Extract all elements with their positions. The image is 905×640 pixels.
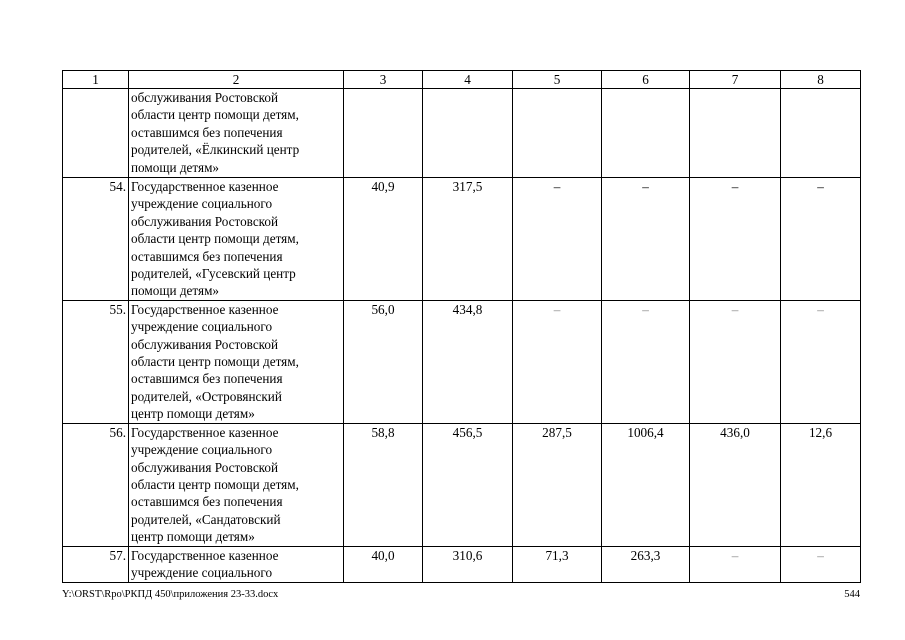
institution-name — [129, 178, 344, 301]
name-line: родителей, «Островянский — [131, 388, 282, 404]
name-line: Государственное казенное — [131, 301, 279, 317]
institution-name — [129, 300, 344, 423]
row-number: 54. — [63, 178, 129, 301]
table-row-56 — [63, 423, 861, 546]
cell-c4: 317,5 — [423, 178, 513, 301]
cell-c8: – — [781, 546, 861, 582]
cell-c8: – — [781, 178, 861, 301]
name-line: родителей, «Ёлкинский центр — [131, 142, 300, 158]
name-line: учреждение социального — [131, 196, 273, 212]
cell-c6: 1006,4 — [602, 423, 690, 546]
cell-c3: 40,0 — [344, 546, 423, 582]
col-header-2: 2 — [129, 71, 344, 89]
name-line: Государственное казенное — [131, 424, 279, 440]
name-line: родителей, «Сандатовский — [131, 511, 281, 527]
cell-c5: 71,3 — [513, 546, 602, 582]
cell-c7: – — [690, 300, 781, 423]
cell-c6: – — [602, 178, 690, 301]
cell-c6 — [602, 89, 690, 178]
col-header-8: 8 — [781, 71, 861, 89]
cell-c4: 456,5 — [423, 423, 513, 546]
cell-c6: 263,3 — [602, 546, 690, 582]
table-row-57 — [63, 546, 861, 582]
name-line: обслуживания Ростовской — [131, 336, 279, 352]
name-line: оставшимся без попечения — [131, 494, 283, 510]
cell-c5: – — [513, 178, 602, 301]
cell-c6: – — [602, 300, 690, 423]
name-line: области центр помощи детям, — [131, 354, 299, 370]
name-line: центр помощи детям» — [131, 406, 255, 422]
table-row-continuation — [63, 89, 861, 178]
cell-c5 — [513, 89, 602, 178]
name-line: обслуживания Ростовской — [131, 459, 279, 475]
institution-name — [129, 546, 344, 582]
data-table — [62, 70, 861, 583]
name-line: оставшимся без попечения — [131, 371, 283, 387]
name-line: учреждение социального — [131, 319, 273, 335]
cell-c7: – — [690, 546, 781, 582]
table-row-55 — [63, 300, 861, 423]
cell-c7: 436,0 — [690, 423, 781, 546]
cell-c5: – — [513, 300, 602, 423]
row-number: 55. — [63, 300, 129, 423]
col-header-7: 7 — [690, 71, 781, 89]
cell-c3: 58,8 — [344, 423, 423, 546]
institution-name — [129, 89, 344, 178]
row-number: 57. — [63, 546, 129, 582]
name-line: обслуживания Ростовской — [131, 213, 279, 229]
row-number — [63, 89, 129, 178]
cell-c4 — [423, 89, 513, 178]
name-line: обслуживания Ростовской — [131, 90, 279, 105]
footer-file-path: Y:\ORST\Rpo\РКПД 450\приложения 23-33.docx — [62, 589, 279, 600]
name-line: области центр помощи детям, — [131, 107, 299, 123]
cell-c3: 56,0 — [344, 300, 423, 423]
name-line: Государственное казенное — [131, 547, 279, 563]
name-line: учреждение социального — [131, 564, 273, 580]
institution-name — [129, 423, 344, 546]
cell-c7 — [690, 89, 781, 178]
cell-c3 — [344, 89, 423, 178]
name-line: оставшимся без попечения — [131, 124, 283, 140]
cell-c7: – — [690, 178, 781, 301]
name-line: помощи детям» — [131, 159, 220, 175]
name-line: области центр помощи детям, — [131, 476, 299, 492]
name-line: центр помощи детям» — [131, 529, 255, 545]
name-line: Государственное казенное — [131, 179, 279, 194]
cell-c8: 12,6 — [781, 423, 861, 546]
table-row-54 — [63, 178, 861, 301]
col-header-3: 3 — [344, 71, 423, 89]
header-row — [63, 71, 861, 89]
cell-c8: – — [781, 300, 861, 423]
col-header-1: 1 — [63, 71, 129, 89]
page-number: 544 — [844, 589, 860, 600]
cell-c5: 287,5 — [513, 423, 602, 546]
name-line: помощи детям» — [131, 283, 220, 299]
cell-c4: 434,8 — [423, 300, 513, 423]
cell-c8 — [781, 89, 861, 178]
cell-c3: 40,9 — [344, 178, 423, 301]
cell-c4: 310,6 — [423, 546, 513, 582]
name-line: учреждение социального — [131, 442, 273, 458]
name-line: оставшимся без попечения — [131, 248, 283, 264]
col-header-4: 4 — [423, 71, 513, 89]
name-line: области центр помощи детям, — [131, 231, 299, 247]
name-line: родителей, «Гусевский центр — [131, 266, 296, 282]
row-number: 56. — [63, 423, 129, 546]
col-header-5: 5 — [513, 71, 602, 89]
col-header-6: 6 — [602, 71, 690, 89]
